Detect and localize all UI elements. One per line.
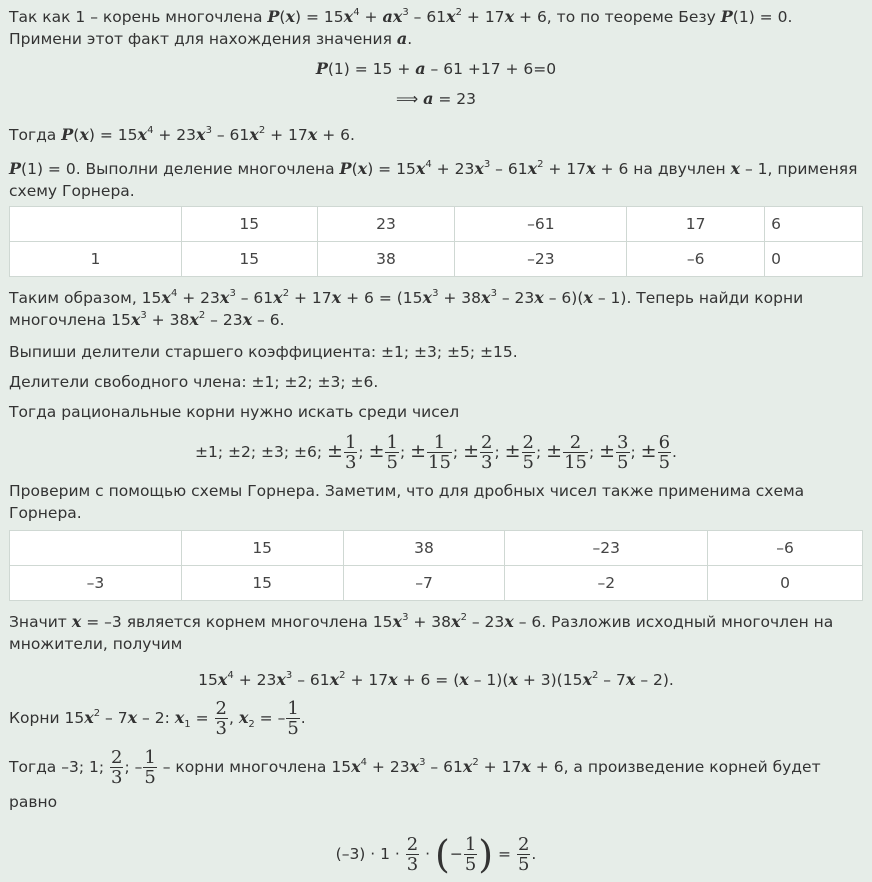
table-row — [10, 566, 863, 601]
table-cell: 17 — [627, 207, 765, 242]
equation-p1: P(1) = 15 + a – 61 +17 + 6=0 — [315, 59, 557, 78]
fraction: $\frac{1}{5}$ — [287, 698, 299, 739]
fraction: $\frac{1}{3}$ — [344, 432, 357, 473]
table-cell: 6 — [765, 207, 863, 242]
rational-candidates: ±1; ±2; ±3; ±6; ± $\frac{1}{3}$ ; ± $\frac{1}{5}$ ; ± $\frac{1}{15}$ ; ± $\frac{2}{3}$ ; ± $\frac{2}{5}$ ; ± $\frac{2}{15}$ ; ± $\frac{3}{5}$ ; ± $\frac{6}{5}$ . — [195, 432, 677, 473]
horner-table-1 — [9, 206, 863, 277]
fraction: $\frac{2}{3}$ — [481, 432, 493, 473]
table-cell: –23 — [505, 531, 708, 566]
fraction: $\frac{6}{5}$ — [658, 432, 671, 473]
horner-check-text: Проверим с помощью схемы Горнера. Заметим, что для дробных чисел также применима схема Горнера. — [9, 482, 805, 522]
table-cell: –2 — [505, 566, 708, 601]
intro-paragraph: Так как 1 – корень многочлена $P(x) = 15x^4 + ax^3 - 61x^2 + 17x + 6$, то по теореме Безу P(1) = 0. Примени этот факт для нахождения значения a. — [9, 6, 793, 48]
all-roots-paragraph: Тогда –3; 1; $\frac{2}{3}$ ; – $\frac{1}{5}$ – корни многочлена $15x^4 + 23x^3 - 61x^2 + 17x + 6$, а произведение корней будет равно — [9, 747, 821, 811]
fraction: $\frac{2}{3}$ — [111, 747, 123, 788]
table-cell: 15 — [181, 242, 317, 277]
table-cell: –7 — [343, 566, 505, 601]
quadratic-roots: Корни $15x^2 - 7x - 2$: $x_1$ = $\frac{2}{3}$ , $x_2$ = – $\frac{1}{5}$ . — [9, 698, 306, 739]
table-cell — [10, 207, 182, 242]
table-cell: –23 — [455, 242, 627, 277]
equation-a-value: ⟹ a = 23 — [395, 89, 477, 108]
table-cell: 15 — [181, 531, 343, 566]
left-paren: ( — [435, 832, 450, 877]
table-cell: –6 — [627, 242, 765, 277]
table-cell: 15 — [181, 207, 317, 242]
fraction: $\frac{2}{3}$ — [215, 698, 227, 739]
table-cell: 15 — [181, 566, 343, 601]
table-cell — [10, 531, 182, 566]
fraction: $\frac{1}{5}$ — [386, 432, 398, 473]
table-cell: –3 — [10, 566, 182, 601]
lead-divisors: Выпиши делители старшего коэффициента: ±1; ±3; ±5; ±15. — [9, 343, 518, 361]
table-cell: 38 — [343, 531, 505, 566]
division-instruction: P(1) = 0. Выполни деление многочлена $P(x) = 15x^4 + 23x^3 - 61x^2 + 17x + 6$ на двучлен x – 1, применяя схему Горнера. — [9, 158, 858, 200]
table-cell: 38 — [317, 242, 455, 277]
rational-intro: Тогда рациональные корни нужно искать среди чисел — [9, 403, 460, 421]
table-row — [10, 242, 863, 277]
table-cell: 1 — [10, 242, 182, 277]
fraction: $\frac{1}{5}$ — [464, 834, 477, 875]
root-found-paragraph: Значит x = –3 является корнем многочлена $15x^3 + 38x^2 - 23x - 6$. Разложив исходный многочлен на множители, получим — [9, 611, 834, 653]
table-row — [10, 531, 863, 566]
full-factorization: $15x^4 + 23x^3 - 61x^2 + 17x + 6 = (x - 1)(x + 3)(15x^2 - 7x - 2)$. — [198, 669, 674, 689]
horner-table-2 — [9, 530, 863, 601]
table-cell: 23 — [317, 207, 455, 242]
factorization-paragraph: Таким образом, $15x^4 + 23x^3 - 61x^2 + 17x + 6 = (15x^3 + 38x^3 - 23x - 6)(x - 1)$. Теперь найди корни многочлена $15x^3 + 38x^2 - 23x - 6$. — [9, 287, 804, 329]
free-divisors: Делители свободного члена: ±1; ±2; ±3; ±6. — [9, 373, 379, 391]
fraction: $\frac{1}{15}$ — [428, 432, 451, 473]
table-cell: 0 — [765, 242, 863, 277]
table-cell: 0 — [708, 566, 863, 601]
table-row — [10, 207, 863, 242]
fraction: $\frac{1}{5}$ — [144, 747, 156, 788]
table-cell: –61 — [455, 207, 627, 242]
fraction: $\frac{2}{15}$ — [564, 432, 587, 473]
polynomial-statement: Тогда $P(x) = 15x^4 + 23x^3 - 61x^2 + 17x + 6$. — [9, 124, 355, 144]
right-paren: ) — [478, 832, 494, 877]
fraction: $\frac{2}{3}$ — [406, 834, 419, 875]
table-cell: –6 — [708, 531, 863, 566]
fraction: $\frac{2}{5}$ — [517, 834, 530, 875]
product-of-roots: (–3) · 1 · $\frac{2}{3}$ · (− $\frac{1}{5}$ ) = $\frac{2}{5}$ . — [335, 832, 537, 877]
fraction: $\frac{2}{5}$ — [522, 432, 534, 473]
fraction: $\frac{3}{5}$ — [617, 432, 629, 473]
